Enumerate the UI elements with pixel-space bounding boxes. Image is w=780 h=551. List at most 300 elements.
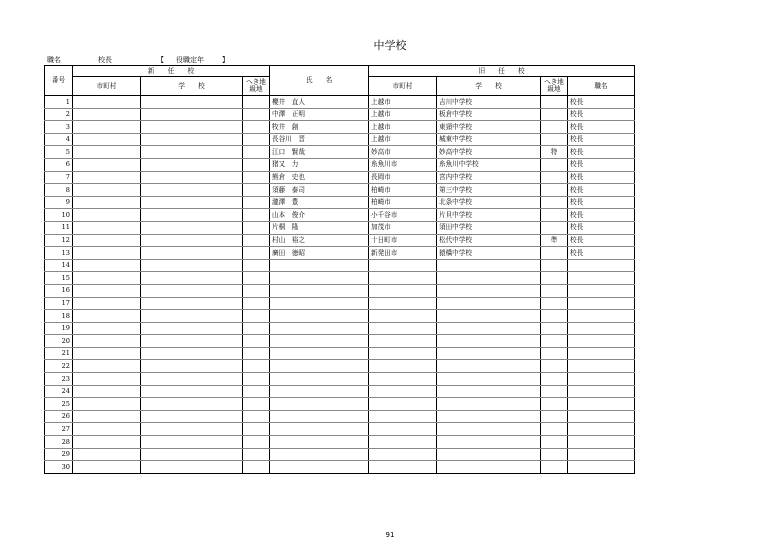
cell-new-school [141, 184, 243, 197]
cell-old-school: 片貝中学校 [437, 209, 541, 222]
cell-old-city [369, 297, 437, 310]
cell-old-city [369, 335, 437, 348]
cell-new-school [141, 423, 243, 436]
table-row [45, 448, 635, 461]
cell-title [568, 436, 635, 449]
cell-old-city [369, 398, 437, 411]
cell-title: 校長 [568, 108, 635, 121]
cell-name [270, 297, 369, 310]
cell-name: 長谷川 晋 [270, 133, 369, 146]
cell-title [568, 297, 635, 310]
cell-name [270, 423, 369, 436]
cell-name [270, 436, 369, 449]
cell-new-heki [243, 448, 270, 461]
table-row [45, 423, 635, 436]
cell-name [270, 461, 369, 474]
cell-new-city [73, 398, 141, 411]
cell-name [270, 322, 369, 335]
cell-new-school [141, 347, 243, 360]
cell-new-city [73, 158, 141, 171]
cell-old-heki [541, 297, 568, 310]
cell-name: 山本 俊介 [270, 209, 369, 222]
cell-new-city [73, 423, 141, 436]
cell-old-city: 加茂市 [369, 221, 437, 234]
cell-old-city: 上越市 [369, 121, 437, 134]
cell-old-heki [541, 184, 568, 197]
cell-old-city: 新発田市 [369, 247, 437, 260]
cell-new-heki [243, 347, 270, 360]
cell-no: 29 [45, 448, 73, 461]
cell-title [568, 385, 635, 398]
cell-new-city [73, 335, 141, 348]
bracket-close: 】 [222, 56, 229, 64]
table-row [45, 96, 635, 109]
cell-new-heki [243, 108, 270, 121]
cell-title: 校長 [568, 146, 635, 159]
cell-no: 30 [45, 461, 73, 474]
cell-no: 16 [45, 284, 73, 297]
cell-old-city [369, 347, 437, 360]
cell-title [568, 310, 635, 323]
cell-name: 牧井 創 [270, 121, 369, 134]
cell-new-school [141, 335, 243, 348]
cell-old-heki [541, 398, 568, 411]
cell-new-city [73, 121, 141, 134]
cell-new-city [73, 322, 141, 335]
header-old-city: 市町村 [369, 77, 437, 96]
cell-new-heki [243, 360, 270, 373]
cell-old-city: 糸魚川市 [369, 158, 437, 171]
cell-title [568, 461, 635, 474]
cell-title [568, 410, 635, 423]
cell-title [568, 398, 635, 411]
header-bango: 番号 [45, 66, 73, 96]
table-row [45, 360, 635, 373]
cell-name [270, 284, 369, 297]
cell-no: 22 [45, 360, 73, 373]
cell-new-school [141, 410, 243, 423]
cell-old-city: 柏崎市 [369, 184, 437, 197]
header-kyunin: 旧 任 校 [369, 66, 635, 77]
cell-old-school [437, 398, 541, 411]
cell-old-school: 糸魚川中学校 [437, 158, 541, 171]
cell-name: 猪又 力 [270, 158, 369, 171]
cell-new-school [141, 373, 243, 386]
table-row [45, 158, 635, 171]
cell-no: 17 [45, 297, 73, 310]
header-shinnin: 新 任 校 [73, 66, 270, 77]
cell-new-school [141, 297, 243, 310]
cell-old-heki [541, 448, 568, 461]
cell-new-city [73, 461, 141, 474]
cell-old-city: 長岡市 [369, 171, 437, 184]
cell-title: 校長 [568, 234, 635, 247]
cell-name [270, 259, 369, 272]
cell-no: 12 [45, 234, 73, 247]
cell-old-heki [541, 360, 568, 373]
cell-new-city [73, 146, 141, 159]
cell-old-city [369, 272, 437, 285]
table-row [45, 146, 635, 159]
cell-old-city [369, 448, 437, 461]
table-row [45, 121, 635, 134]
cell-no: 7 [45, 171, 73, 184]
cell-new-city [73, 108, 141, 121]
cell-title: 校長 [568, 121, 635, 134]
cell-new-city [73, 436, 141, 449]
cell-old-heki [541, 423, 568, 436]
cell-name [270, 272, 369, 285]
cell-new-heki [243, 461, 270, 474]
table-row [45, 410, 635, 423]
cell-no: 18 [45, 310, 73, 323]
cell-old-school [437, 259, 541, 272]
cell-old-heki [541, 410, 568, 423]
cell-old-school: 城東中学校 [437, 133, 541, 146]
cell-new-school [141, 108, 243, 121]
cell-title [568, 360, 635, 373]
cell-no: 4 [45, 133, 73, 146]
cell-new-school [141, 158, 243, 171]
table-row [45, 373, 635, 386]
cell-old-heki [541, 322, 568, 335]
cell-no: 15 [45, 272, 73, 285]
cell-name: 瀧澤 豊 [270, 196, 369, 209]
cell-old-heki [541, 335, 568, 348]
cell-new-city [73, 234, 141, 247]
cell-new-city [73, 297, 141, 310]
cell-old-city [369, 284, 437, 297]
table-row [45, 272, 635, 285]
table-row [45, 436, 635, 449]
cell-name: 櫻井 直人 [270, 96, 369, 109]
cell-old-city: 十日町市 [369, 234, 437, 247]
cell-new-school [141, 146, 243, 159]
cell-old-school: 宮内中学校 [437, 171, 541, 184]
cell-old-heki [541, 196, 568, 209]
cell-old-heki [541, 108, 568, 121]
cell-old-school: 板倉中学校 [437, 108, 541, 121]
cell-name [270, 335, 369, 348]
cell-title [568, 259, 635, 272]
cell-old-heki: 特 [541, 146, 568, 159]
cell-old-city [369, 322, 437, 335]
cell-old-city [369, 423, 437, 436]
cell-old-heki [541, 373, 568, 386]
cell-new-heki [243, 284, 270, 297]
cell-title [568, 347, 635, 360]
cell-title [568, 448, 635, 461]
transfer-table [44, 65, 635, 474]
cell-old-school [437, 373, 541, 386]
cell-name: 中澤 正明 [270, 108, 369, 121]
cell-name [270, 347, 369, 360]
cell-new-heki [243, 410, 270, 423]
table-row [45, 297, 635, 310]
cell-old-heki [541, 284, 568, 297]
cell-title [568, 284, 635, 297]
cell-new-school [141, 209, 243, 222]
header-shokumei: 職名 [568, 77, 635, 96]
cell-no: 5 [45, 146, 73, 159]
cell-old-heki: 準 [541, 234, 568, 247]
cell-old-city [369, 310, 437, 323]
header-new-city: 市町村 [73, 77, 141, 96]
cell-old-city: 小千谷市 [369, 209, 437, 222]
cell-old-school [437, 461, 541, 474]
cell-old-city [369, 373, 437, 386]
cell-new-city [73, 360, 141, 373]
cell-old-city: 上越市 [369, 108, 437, 121]
cell-old-school: 吉川中学校 [437, 96, 541, 109]
table-row [45, 133, 635, 146]
cell-new-heki [243, 96, 270, 109]
cell-title: 校長 [568, 196, 635, 209]
cell-no: 20 [45, 335, 73, 348]
cell-old-heki [541, 272, 568, 285]
cell-new-school [141, 322, 243, 335]
table-row [45, 171, 635, 184]
cell-new-heki [243, 121, 270, 134]
cell-new-city [73, 385, 141, 398]
cell-old-city: 上越市 [369, 96, 437, 109]
cell-old-heki [541, 461, 568, 474]
table-row [45, 209, 635, 222]
cell-new-school [141, 360, 243, 373]
cell-old-school [437, 448, 541, 461]
cell-title: 校長 [568, 96, 635, 109]
cell-new-heki [243, 171, 270, 184]
cell-no: 24 [45, 385, 73, 398]
shokumei-value: 校長 [98, 56, 112, 64]
cell-new-heki [243, 146, 270, 159]
cell-new-city [73, 373, 141, 386]
header-shimei: 氏 名 [270, 66, 369, 96]
cell-name [270, 310, 369, 323]
cell-new-city [73, 171, 141, 184]
cell-old-school [437, 410, 541, 423]
table-row [45, 322, 635, 335]
cell-new-heki [243, 221, 270, 234]
cell-new-school [141, 133, 243, 146]
cell-old-city [369, 410, 437, 423]
shokumei-label: 職名 [47, 56, 61, 64]
cell-old-city [369, 259, 437, 272]
cell-old-city [369, 461, 437, 474]
cell-new-city [73, 221, 141, 234]
cell-title [568, 272, 635, 285]
cell-old-school [437, 347, 541, 360]
table-row [45, 347, 635, 360]
cell-old-school: 妙高中学校 [437, 146, 541, 159]
cell-new-city [73, 209, 141, 222]
table-row [45, 259, 635, 272]
cell-name [270, 385, 369, 398]
cell-new-city [73, 259, 141, 272]
cell-no: 27 [45, 423, 73, 436]
table-row [45, 398, 635, 411]
cell-old-heki [541, 221, 568, 234]
cell-new-school [141, 259, 243, 272]
cell-old-city: 上越市 [369, 133, 437, 146]
cell-name: 村山 裕之 [270, 234, 369, 247]
hekichi-bottom: 級地 [547, 85, 561, 93]
cell-title: 校長 [568, 221, 635, 234]
page-title: 中学校 [373, 39, 407, 52]
cell-no: 1 [45, 96, 73, 109]
cell-new-city [73, 272, 141, 285]
cell-old-school [437, 423, 541, 436]
bracket-open: 【 [157, 56, 164, 64]
cell-old-school [437, 272, 541, 285]
cell-no: 14 [45, 259, 73, 272]
cell-new-school [141, 385, 243, 398]
cell-name: 廣田 徳昭 [270, 247, 369, 260]
cell-old-heki [541, 347, 568, 360]
cell-new-heki [243, 335, 270, 348]
cell-name [270, 448, 369, 461]
cell-new-heki [243, 133, 270, 146]
cell-old-heki [541, 436, 568, 449]
cell-no: 19 [45, 322, 73, 335]
cell-new-heki [243, 373, 270, 386]
hekichi-top: へき地 [246, 77, 266, 86]
cell-new-heki [243, 423, 270, 436]
cell-name: 須藤 泰司 [270, 184, 369, 197]
cell-new-heki [243, 184, 270, 197]
cell-new-school [141, 196, 243, 209]
cell-new-heki [243, 398, 270, 411]
cell-no: 23 [45, 373, 73, 386]
cell-new-school [141, 221, 243, 234]
cell-new-school [141, 272, 243, 285]
cell-new-heki [243, 247, 270, 260]
cell-new-school [141, 461, 243, 474]
cell-old-heki [541, 133, 568, 146]
table-row [45, 184, 635, 197]
cell-new-school [141, 171, 243, 184]
cell-title [568, 423, 635, 436]
cell-old-school [437, 335, 541, 348]
cell-new-school [141, 436, 243, 449]
teinen-label: 役職定年 [176, 56, 204, 64]
cell-new-city [73, 448, 141, 461]
cell-old-school [437, 284, 541, 297]
header-old-school: 学 校 [437, 77, 541, 96]
cell-old-school: 猿橋中学校 [437, 247, 541, 260]
cell-new-heki [243, 158, 270, 171]
cell-title [568, 373, 635, 386]
cell-old-school [437, 297, 541, 310]
cell-new-heki [243, 297, 270, 310]
table-row [45, 196, 635, 209]
cell-new-heki [243, 322, 270, 335]
cell-old-school: 松代中学校 [437, 234, 541, 247]
cell-new-heki [243, 259, 270, 272]
cell-old-heki [541, 171, 568, 184]
cell-old-city [369, 360, 437, 373]
cell-new-city [73, 96, 141, 109]
cell-new-school [141, 310, 243, 323]
cell-old-school [437, 322, 541, 335]
cell-old-school: 須田中学校 [437, 221, 541, 234]
page-number: 91 [385, 531, 395, 539]
table-row [45, 247, 635, 260]
cell-name [270, 360, 369, 373]
cell-new-city [73, 184, 141, 197]
table-row [45, 335, 635, 348]
cell-name [270, 410, 369, 423]
cell-name [270, 398, 369, 411]
cell-old-heki [541, 121, 568, 134]
cell-new-school [141, 247, 243, 260]
cell-new-city [73, 133, 141, 146]
header-old-hekichi [541, 77, 568, 96]
table-row [45, 221, 635, 234]
table-row [45, 108, 635, 121]
cell-title: 校長 [568, 209, 635, 222]
cell-new-school [141, 448, 243, 461]
cell-new-school [141, 398, 243, 411]
hekichi-top: へき地 [544, 77, 564, 86]
cell-new-heki [243, 436, 270, 449]
cell-old-city [369, 436, 437, 449]
cell-old-school [437, 310, 541, 323]
table-row [45, 234, 635, 247]
cell-title [568, 322, 635, 335]
cell-no: 13 [45, 247, 73, 260]
cell-old-heki [541, 96, 568, 109]
cell-title: 校長 [568, 133, 635, 146]
cell-name: 片桐 隆 [270, 221, 369, 234]
cell-new-heki [243, 310, 270, 323]
cell-name [270, 373, 369, 386]
cell-no: 2 [45, 108, 73, 121]
cell-new-heki [243, 209, 270, 222]
cell-new-school [141, 121, 243, 134]
cell-new-city [73, 284, 141, 297]
cell-old-city [369, 385, 437, 398]
cell-no: 3 [45, 121, 73, 134]
cell-no: 6 [45, 158, 73, 171]
cell-new-heki [243, 196, 270, 209]
cell-new-city [73, 196, 141, 209]
cell-title: 校長 [568, 184, 635, 197]
cell-new-school [141, 96, 243, 109]
cell-no: 11 [45, 221, 73, 234]
cell-old-heki [541, 209, 568, 222]
table-row [45, 284, 635, 297]
cell-old-heki [541, 385, 568, 398]
cell-new-city [73, 247, 141, 260]
cell-old-school: 東頸中学校 [437, 121, 541, 134]
table-row [45, 310, 635, 323]
cell-name: 熊倉 史也 [270, 171, 369, 184]
cell-old-school [437, 385, 541, 398]
cell-old-school: 第三中学校 [437, 184, 541, 197]
cell-no: 21 [45, 347, 73, 360]
cell-title [568, 335, 635, 348]
cell-no: 26 [45, 410, 73, 423]
cell-old-heki [541, 259, 568, 272]
cell-new-city [73, 347, 141, 360]
cell-old-heki [541, 247, 568, 260]
cell-new-city [73, 410, 141, 423]
cell-no: 8 [45, 184, 73, 197]
cell-no: 28 [45, 436, 73, 449]
cell-no: 9 [45, 196, 73, 209]
cell-old-heki [541, 158, 568, 171]
